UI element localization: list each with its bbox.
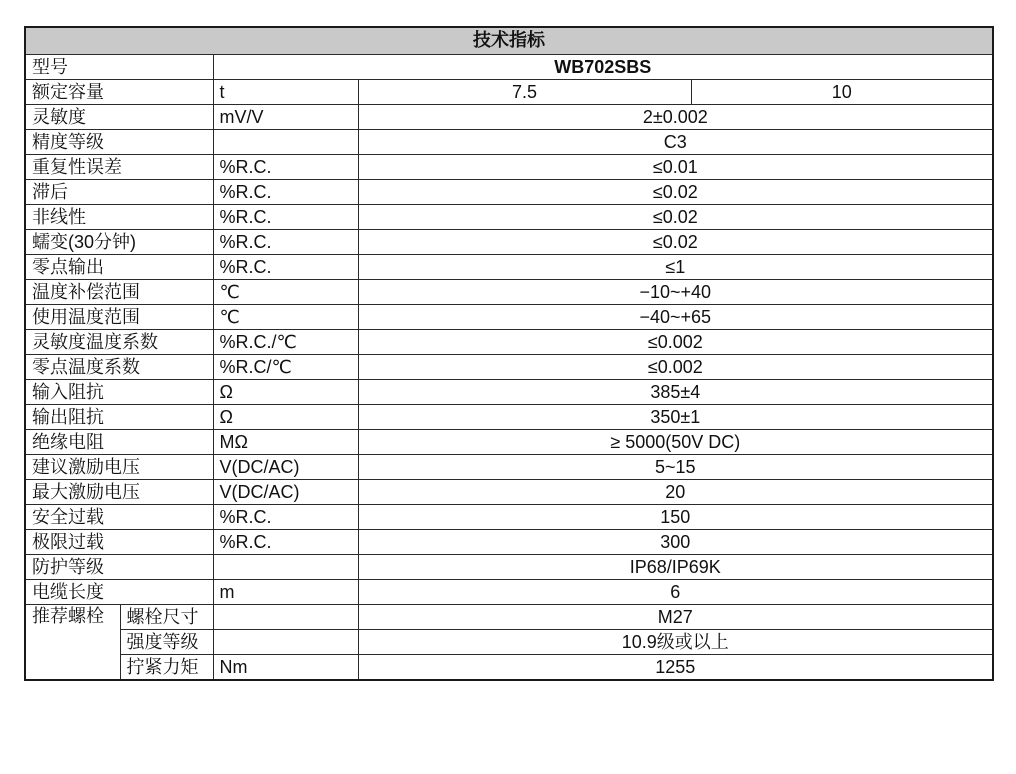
capacity-label: 额定容量 bbox=[25, 80, 213, 105]
value-cell: 6 bbox=[358, 580, 993, 605]
value-cell: −40~+65 bbox=[358, 305, 993, 330]
unit-cell: mV/V bbox=[213, 105, 358, 130]
table-row bbox=[25, 230, 993, 255]
table-row bbox=[25, 405, 993, 430]
value-cell: M27 bbox=[358, 605, 993, 630]
bolt-row bbox=[25, 630, 993, 655]
unit-cell: %R.C./℃ bbox=[213, 330, 358, 355]
param-cell: 非线性 bbox=[25, 205, 213, 230]
value-cell: ≤0.02 bbox=[358, 230, 993, 255]
capacity-value-1: 7.5 bbox=[358, 80, 691, 105]
param-cell: 极限过载 bbox=[25, 530, 213, 555]
unit-cell: V(DC/AC) bbox=[213, 480, 358, 505]
unit-cell: ℃ bbox=[213, 280, 358, 305]
table-row bbox=[25, 180, 993, 205]
value-cell: 5~15 bbox=[358, 455, 993, 480]
unit-cell bbox=[213, 630, 358, 655]
unit-cell bbox=[213, 130, 358, 155]
param-cell: 灵敏度 bbox=[25, 105, 213, 130]
table-row bbox=[25, 330, 993, 355]
table-row bbox=[25, 455, 993, 480]
value-cell: 20 bbox=[358, 480, 993, 505]
table-row bbox=[25, 380, 993, 405]
param-cell: 滞后 bbox=[25, 180, 213, 205]
bolt-row bbox=[25, 655, 993, 681]
param-cell: 建议激励电压 bbox=[25, 455, 213, 480]
table-row bbox=[25, 155, 993, 180]
table-row bbox=[25, 555, 993, 580]
bolt-row bbox=[25, 605, 993, 630]
bolt-group-label: 推荐螺栓 bbox=[25, 605, 120, 681]
value-cell: 1255 bbox=[358, 655, 993, 681]
unit-cell: %R.C. bbox=[213, 530, 358, 555]
table-row bbox=[25, 255, 993, 280]
value-cell: 150 bbox=[358, 505, 993, 530]
param-cell: 零点输出 bbox=[25, 255, 213, 280]
param-cell: 重复性误差 bbox=[25, 155, 213, 180]
value-cell: ≤0.02 bbox=[358, 205, 993, 230]
table-row bbox=[25, 105, 993, 130]
bolt-sub-label: 螺栓尺寸 bbox=[120, 605, 213, 630]
value-cell: 300 bbox=[358, 530, 993, 555]
param-cell: 电缆长度 bbox=[25, 580, 213, 605]
param-cell: 使用温度范围 bbox=[25, 305, 213, 330]
value-cell: IP68/IP69K bbox=[358, 555, 993, 580]
unit-cell: Ω bbox=[213, 405, 358, 430]
model-label: 型号 bbox=[25, 55, 213, 80]
table-row bbox=[25, 130, 993, 155]
param-cell: 输入阻抗 bbox=[25, 380, 213, 405]
value-cell: 10.9级或以上 bbox=[358, 630, 993, 655]
unit-cell: MΩ bbox=[213, 430, 358, 455]
unit-cell: Nm bbox=[213, 655, 358, 681]
unit-cell: %R.C. bbox=[213, 230, 358, 255]
value-cell: 350±1 bbox=[358, 405, 993, 430]
model-value: WB702SBS bbox=[213, 55, 993, 80]
table-title: 技术指标 bbox=[25, 27, 993, 55]
param-cell: 零点温度系数 bbox=[25, 355, 213, 380]
title-row bbox=[25, 27, 993, 55]
param-cell: 精度等级 bbox=[25, 130, 213, 155]
param-cell: 输出阻抗 bbox=[25, 405, 213, 430]
unit-cell: %R.C. bbox=[213, 180, 358, 205]
value-cell: ≥ 5000(50V DC) bbox=[358, 430, 993, 455]
unit-cell bbox=[213, 555, 358, 580]
capacity-unit: t bbox=[213, 80, 358, 105]
param-cell: 安全过载 bbox=[25, 505, 213, 530]
table-row bbox=[25, 530, 993, 555]
bolt-sub-label: 拧紧力矩 bbox=[120, 655, 213, 681]
table-row bbox=[25, 505, 993, 530]
capacity-value-2: 10 bbox=[691, 80, 993, 105]
value-cell: C3 bbox=[358, 130, 993, 155]
table-row bbox=[25, 430, 993, 455]
value-cell: ≤0.002 bbox=[358, 330, 993, 355]
table-row bbox=[25, 355, 993, 380]
unit-cell: %R.C. bbox=[213, 155, 358, 180]
unit-cell: V(DC/AC) bbox=[213, 455, 358, 480]
value-cell: 385±4 bbox=[358, 380, 993, 405]
value-cell: −10~+40 bbox=[358, 280, 993, 305]
unit-cell: %R.C. bbox=[213, 255, 358, 280]
unit-cell bbox=[213, 605, 358, 630]
unit-cell: %R.C/℃ bbox=[213, 355, 358, 380]
model-row bbox=[25, 55, 993, 80]
table-row bbox=[25, 305, 993, 330]
value-cell: ≤0.01 bbox=[358, 155, 993, 180]
value-cell: ≤0.02 bbox=[358, 180, 993, 205]
table-row bbox=[25, 280, 993, 305]
value-cell: ≤1 bbox=[358, 255, 993, 280]
unit-cell: ℃ bbox=[213, 305, 358, 330]
param-cell: 蠕变(30分钟) bbox=[25, 230, 213, 255]
table-row bbox=[25, 480, 993, 505]
table-row bbox=[25, 580, 993, 605]
bolt-sub-label: 强度等级 bbox=[120, 630, 213, 655]
param-cell: 最大激励电压 bbox=[25, 480, 213, 505]
value-cell: ≤0.002 bbox=[358, 355, 993, 380]
param-cell: 灵敏度温度系数 bbox=[25, 330, 213, 355]
spec-table bbox=[24, 26, 994, 681]
unit-cell: Ω bbox=[213, 380, 358, 405]
param-cell: 温度补偿范围 bbox=[25, 280, 213, 305]
value-cell: 2±0.002 bbox=[358, 105, 993, 130]
unit-cell: %R.C. bbox=[213, 205, 358, 230]
param-cell: 绝缘电阻 bbox=[25, 430, 213, 455]
unit-cell: %R.C. bbox=[213, 505, 358, 530]
param-cell: 防护等级 bbox=[25, 555, 213, 580]
table-row bbox=[25, 205, 993, 230]
unit-cell: m bbox=[213, 580, 358, 605]
capacity-row bbox=[25, 80, 993, 105]
